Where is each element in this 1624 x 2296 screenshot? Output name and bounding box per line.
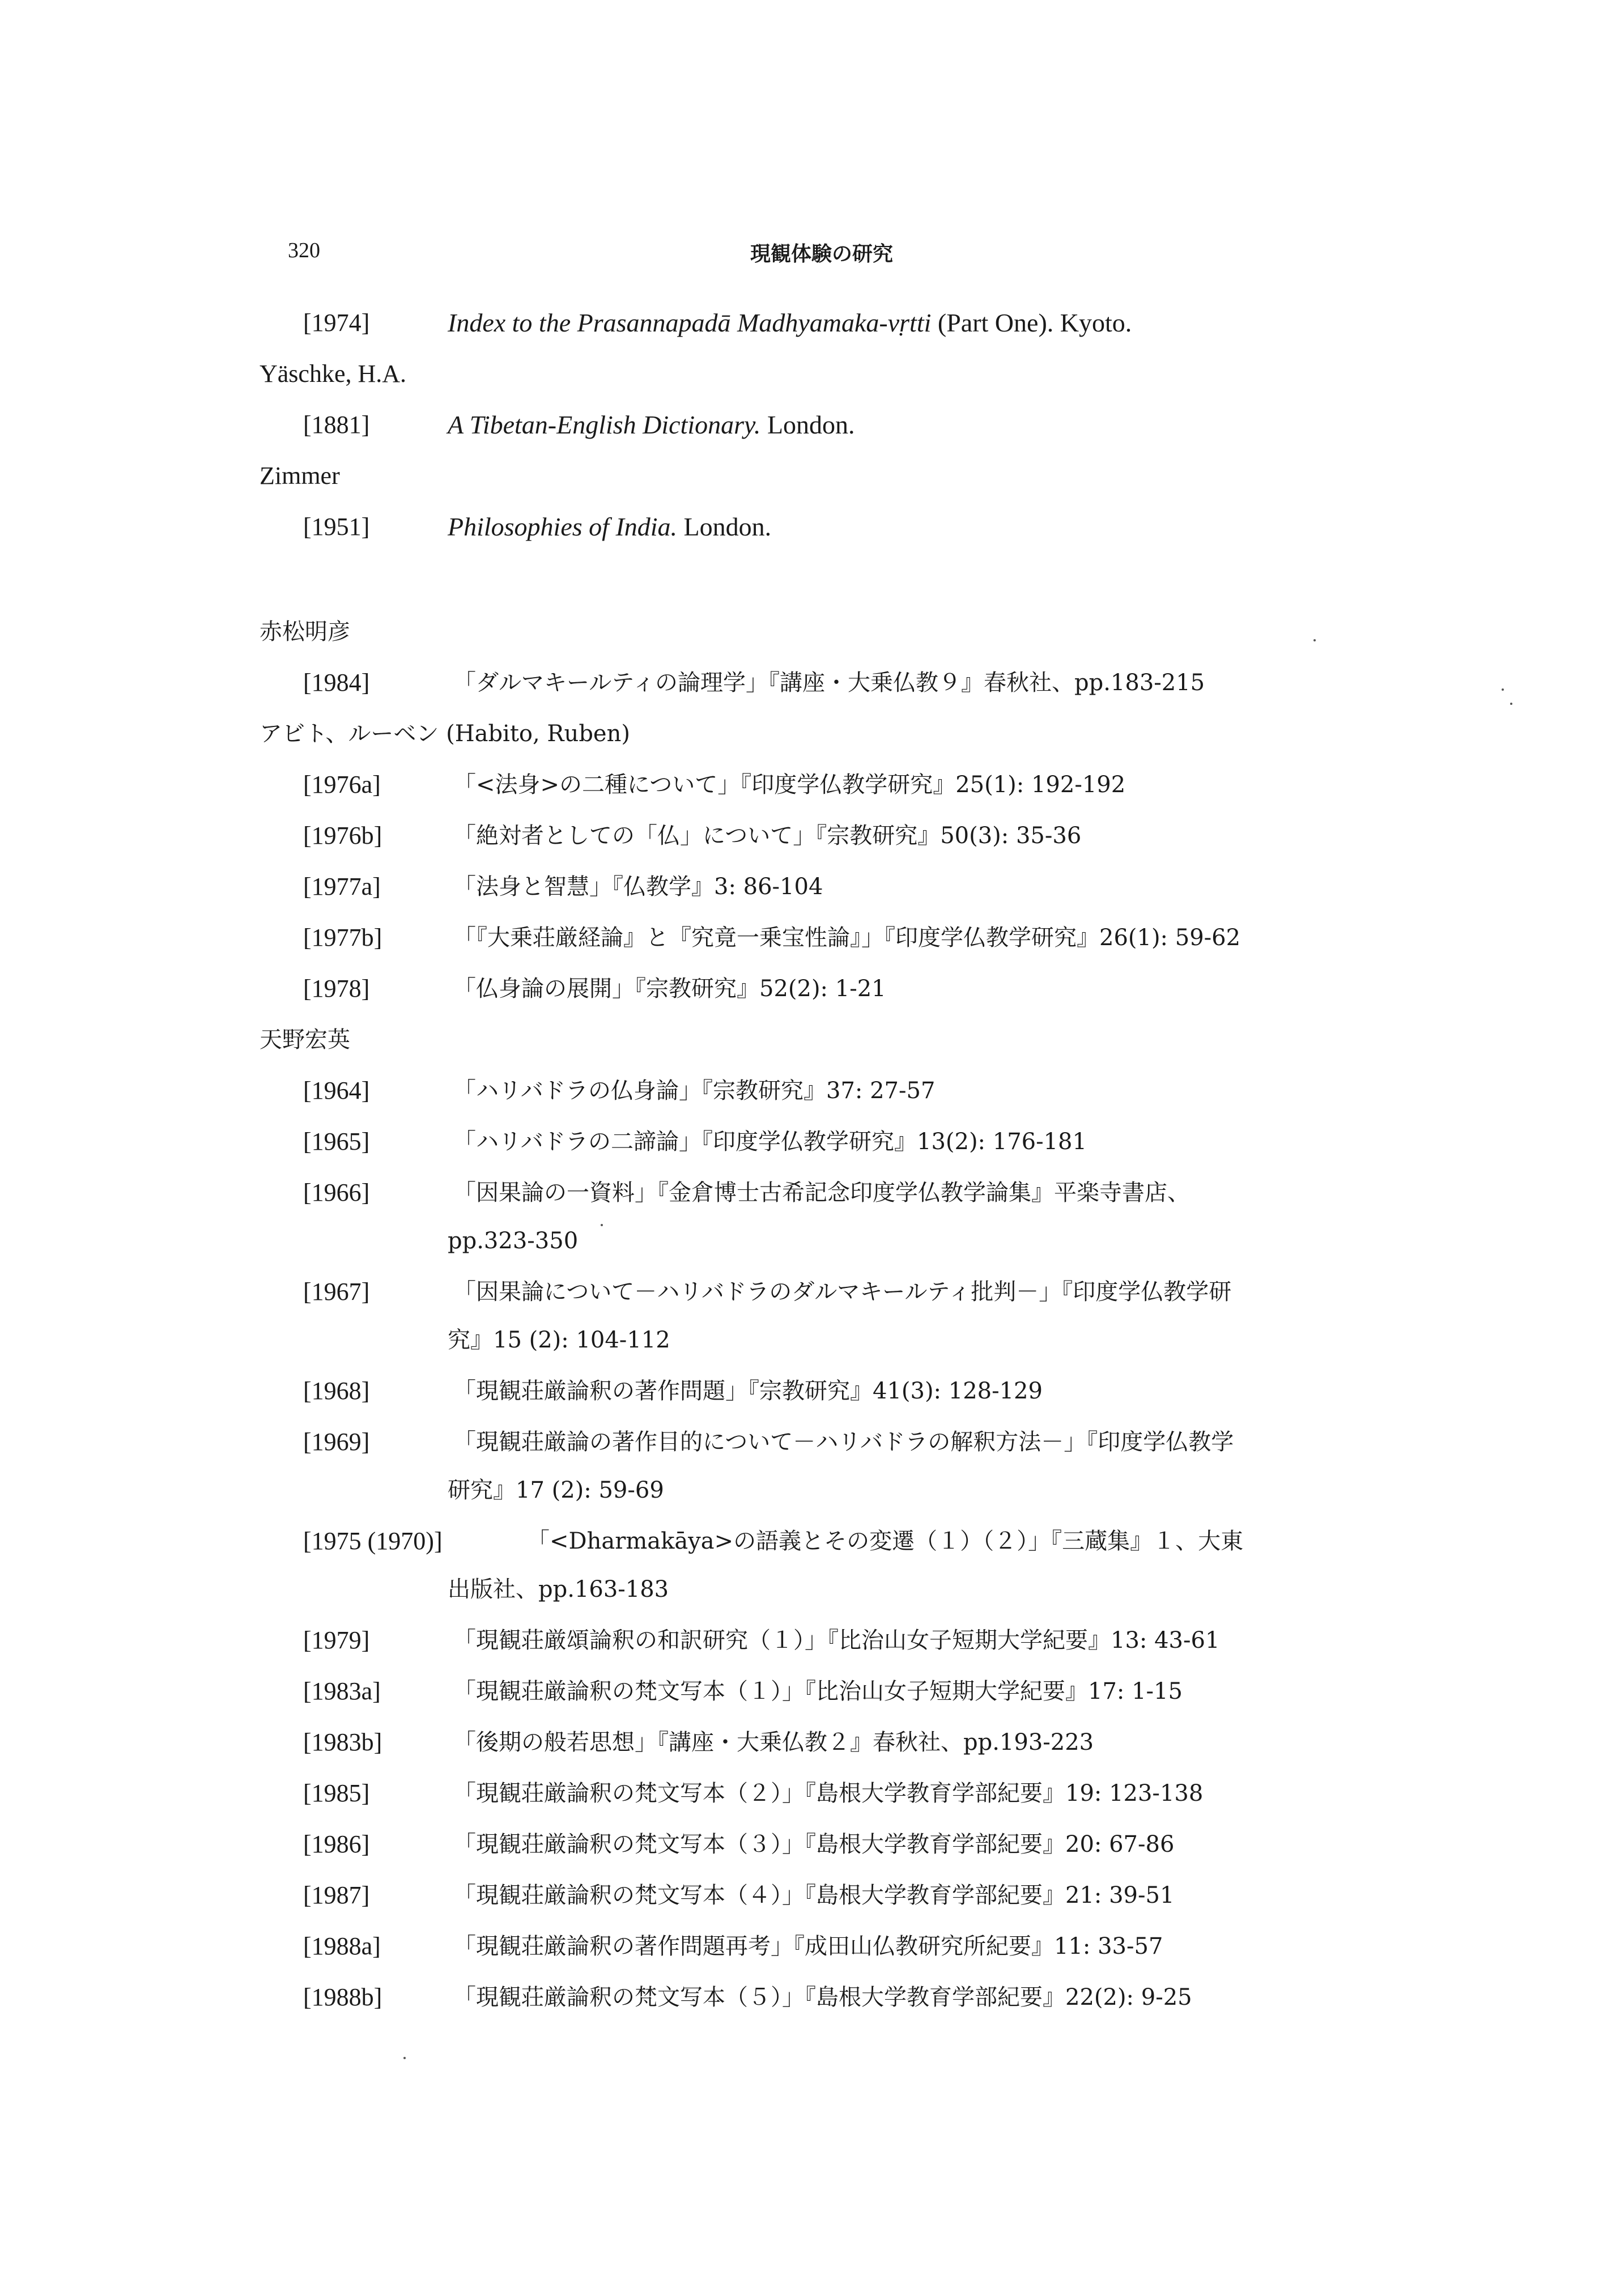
bib-entry	[0, 1125, 1624, 1159]
bib-entry	[0, 1524, 1624, 1558]
entry-year: [1979]	[303, 1626, 370, 1654]
running-title: 現観体験の研究	[750, 242, 893, 266]
bib-entry	[0, 666, 1624, 700]
author-name: 天野宏英	[260, 1027, 350, 1053]
author-heading	[0, 717, 1624, 751]
entry-text: 「現観荘厳頌論釈の和訳研究（１）」『比治山女子短期大学紀要』13: 43-61	[453, 1627, 1220, 1653]
entry-text-continued: pp.323-350	[448, 1228, 579, 1254]
entry-text: 「『大乗荘厳経論』と『究竟一乗宝性論』」『印度学仏教学研究』26(1): 59-62	[453, 925, 1241, 951]
entry-text-continued: 究』15 (2): 104-112	[448, 1327, 670, 1353]
entry-year: [1986]	[303, 1830, 370, 1858]
entry-year: [1978]	[303, 975, 370, 1002]
entry-text: 「<法身>の二種について」『印度学仏教学研究』25(1): 192-192	[453, 772, 1126, 798]
entry-year: [1968]	[303, 1377, 370, 1405]
entry-title: Philosophies of India.	[448, 512, 678, 541]
author-heading	[0, 615, 1624, 649]
entry-reference	[448, 408, 855, 442]
entry-details: London.	[677, 512, 772, 541]
scan-speck	[1502, 688, 1504, 691]
entry-text: 「法身と智慧」『仏教学』3: 86-104	[453, 874, 823, 900]
entry-year: [1988a]	[303, 1932, 381, 1960]
entry-year: [1984]	[303, 669, 370, 696]
bib-entry-continuation	[0, 1572, 1624, 1606]
page-header	[0, 238, 1624, 272]
author-heading	[0, 357, 1624, 391]
entry-year: [1951]	[303, 513, 370, 541]
entry-year: [1977b]	[303, 924, 382, 951]
entry-details: London.	[760, 410, 855, 439]
entry-text-continued: 研究』17 (2): 59-69	[448, 1477, 664, 1503]
entry-title: Index to the Prasannapadā Madhyamaka-vṛtti	[448, 308, 932, 337]
bib-entry	[0, 819, 1624, 853]
bib-entry	[0, 1878, 1624, 1912]
entry-text: 「因果論について－ハリバドラのダルマキールティ批判－」『印度学仏教学研	[453, 1279, 1232, 1305]
entry-text: 「現観荘厳論釈の梵文写本（３）」『島根大学教育学部紀要』20: 67-86	[453, 1831, 1175, 1857]
bib-entry	[0, 870, 1624, 904]
entry-text: 「現観荘厳論釈の梵文写本（４）」『島根大学教育学部紀要』21: 39-51	[453, 1882, 1175, 1908]
entry-year: [1881]	[303, 411, 370, 439]
page-number: 320	[288, 239, 320, 262]
entry-text: 「現観荘厳論釈の梵文写本（１）」『比治山女子短期大学紀要』17: 1-15	[453, 1678, 1183, 1704]
entry-text: 「<Dharmakāya>の語義とその変遷（１）（２）」『三蔵集』１、大東	[527, 1528, 1244, 1554]
entry-year: [1974]	[303, 309, 370, 337]
entry-year: [1987]	[303, 1881, 370, 1909]
entry-year: [1964]	[303, 1077, 370, 1104]
entry-text: 「ハリバドラの二諦論」『印度学仏教学研究』13(2): 176-181	[453, 1129, 1087, 1155]
bib-entry	[0, 1074, 1624, 1108]
bib-entry	[0, 1623, 1624, 1657]
entry-text: 「現観荘厳論の著作目的について－ハリバドラの解釈方法－」『印度学仏教学	[453, 1429, 1234, 1455]
entry-text-continued: 出版社、pp.163-183	[448, 1576, 669, 1602]
entry-text: 「現観荘厳論釈の梵文写本（２）」『島根大学教育学部紀要』19: 123-138	[453, 1780, 1204, 1806]
bib-entry	[0, 1827, 1624, 1861]
bib-entry-continuation	[0, 1224, 1624, 1258]
bib-entry-1881	[0, 408, 1624, 442]
entry-text: 「現観荘厳論釈の著作問題」『宗教研究』41(3): 128-129	[453, 1378, 1043, 1404]
bib-entry	[0, 1425, 1624, 1459]
entry-year: [1977a]	[303, 873, 381, 900]
entry-year: [1983b]	[303, 1728, 382, 1756]
bib-entry	[0, 1176, 1624, 1210]
scan-speck	[1510, 703, 1512, 705]
entry-text: 「因果論の一資料」『金倉博士古希記念印度学仏教学論集』平楽寺書店、	[453, 1180, 1190, 1206]
author-name: 赤松明彦	[260, 619, 350, 645]
bib-entry	[0, 1275, 1624, 1309]
scan-speck	[1313, 639, 1316, 641]
entry-text: 「ダルマキールティの論理学」『講座・大乗仏教９』春秋社、pp.183-215	[453, 670, 1205, 696]
bib-entry-1951	[0, 510, 1624, 544]
entry-reference	[448, 306, 1132, 340]
author-heading	[0, 1023, 1624, 1057]
bib-entry	[0, 1776, 1624, 1810]
entry-year: [1983a]	[303, 1677, 381, 1705]
bib-entry	[0, 972, 1624, 1006]
bib-entry	[0, 921, 1624, 955]
entry-year: [1965]	[303, 1128, 370, 1155]
entry-text: 「現観荘厳論釈の梵文写本（５）」『島根大学教育学部紀要』22(2): 9-25	[453, 1984, 1192, 2010]
entry-year: [1976b]	[303, 822, 382, 849]
author-name: Zimmer	[260, 462, 340, 490]
entry-year: [1975 (1970)]	[303, 1527, 443, 1555]
entry-text: 「ハリバドラの仏身論」『宗教研究』37: 27-57	[453, 1078, 936, 1104]
author-name: アビト、ルーベン (Habito, Ruben)	[260, 721, 630, 747]
bib-entry	[0, 1929, 1624, 1963]
author-heading	[0, 459, 1624, 493]
entry-year: [1967]	[303, 1278, 370, 1306]
entry-reference	[448, 510, 771, 544]
bib-entry	[0, 1725, 1624, 1759]
entry-year: [1988b]	[303, 1983, 382, 2011]
entry-text: 「仏身論の展開」『宗教研究』52(2): 1-21	[453, 976, 886, 1002]
bib-entry	[0, 1980, 1624, 2014]
bib-entry	[0, 1374, 1624, 1408]
entry-text: 「現観荘厳論釈の著作問題再考」『成田山仏教研究所紀要』11: 33-57	[453, 1933, 1163, 1959]
scan-speck	[403, 2057, 406, 2059]
entry-year: [1969]	[303, 1428, 370, 1456]
entry-title: A Tibetan-English Dictionary.	[448, 410, 761, 439]
author-name: Yäschke, H.A.	[260, 360, 407, 388]
scan-speck	[601, 1224, 603, 1226]
bib-entry	[0, 1674, 1624, 1708]
entry-details: (Part One). Kyoto.	[931, 308, 1132, 337]
entry-year: [1966]	[303, 1179, 370, 1206]
bib-entry-continuation	[0, 1473, 1624, 1507]
entry-year: [1976a]	[303, 771, 381, 798]
bib-entry	[0, 768, 1624, 802]
entry-year: [1985]	[303, 1779, 370, 1807]
entry-text: 「後期の般若思想」『講座・大乗仏教２』春秋社、pp.193-223	[453, 1729, 1094, 1755]
bib-entry-continuation	[0, 1323, 1624, 1357]
entry-text: 「絶対者としての「仏」について」『宗教研究』50(3): 35-36	[453, 823, 1082, 849]
bib-entry-1974	[0, 306, 1624, 340]
